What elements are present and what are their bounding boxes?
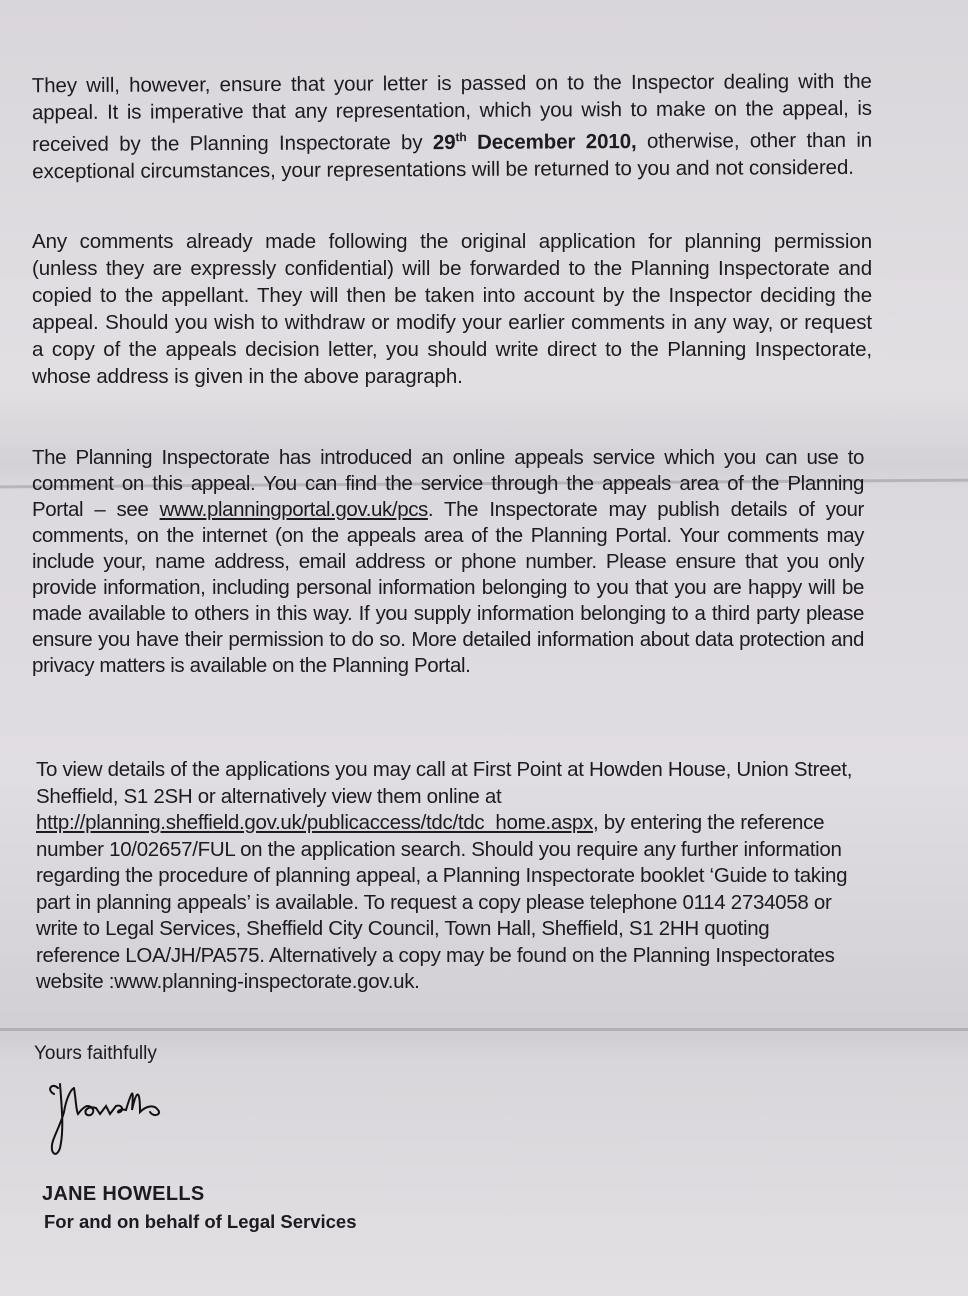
sheffield-planning-link[interactable]: http://planning.sheffield.gov.uk/publicaccess/tdc/tdc_home.aspx [36, 811, 593, 834]
planning-portal-link[interactable]: www.planningportal.gov.uk/pcs [159, 498, 428, 521]
signatory-name: JANE HOWELLS [42, 1183, 205, 1205]
paragraph-online-service: The Planning Inspectorate has introduced an online appeals service which you can use to comment on this appeal. You can find the service through the appeals area of the Planning Portal – see www.planningportal.gov.uk/pcs. The Inspectorate may publish details of your comments, on the internet (on the appeals area of the Planning Portal. Your comments may include your, name address, email address or phone number. Please ensure that you only provide information, including personal information belonging to you that you are happy will be made available to others in this way. If you supply information belonging to a third party please ensure you have their permission to do so. More detailed information about data protection and privacy matters is available on the Planning Portal. [32, 446, 864, 677]
signatory-role: For and on behalf of Legal Services [44, 1211, 357, 1232]
deadline-date: 29th December 2010, [432, 129, 637, 154]
paragraph-comments: Any comments already made following the original application for planning permission (unless they are expressly confidential) will be forwarded to the Planning Inspectorate and copied to the appellant. They will then be taken into account by the Inspector deciding the appeal. Should you wish to withdraw or modify your earlier comments in any way, or request a copy of the appeals decision letter, you should write direct to the Planning Inspectorate, whose address is given in the above paragraph. [32, 230, 872, 388]
paragraph-view-details: To view details of the applications you may call at First Point at Howden House, Union Street, Sheffield, S1 2SH or alternatively view them online at http://planning.sheffield.gov.uk/publicaccess/tdc/tdc_home.aspx, by entering the reference number 10/02657/FUL on the application search. Should you require any further information regarding the procedure of planning appeal, a Planning Inspectorate booklet ‘Guide to taking part in planning appeals’ is available. To request a copy please telephone 0114 2734058 or write to Legal Services, Sheffield City Council, Town Hall, Sheffield, S1 2HH quoting reference LOA/JH/PA575. Alternatively a copy may be found on the Planning Inspectorates website :www.planning-inspectorate.gov.uk. [36, 758, 853, 993]
paper-fold-crease [0, 1028, 968, 1031]
closing-salutation: Yours faithfully [34, 1043, 157, 1064]
signature-icon [40, 1080, 210, 1160]
paragraph-deadline: They will, however, ensure that your letter is passed on to the Inspector dealing with the appeal. It is imperative that any representation, which you wish to make on the appeal, is received by the Planning Inspectorate by 29th December 2010, otherwise, other than in exceptional circumstances, your representations will be returned to you and not considered. [31, 69, 873, 184]
